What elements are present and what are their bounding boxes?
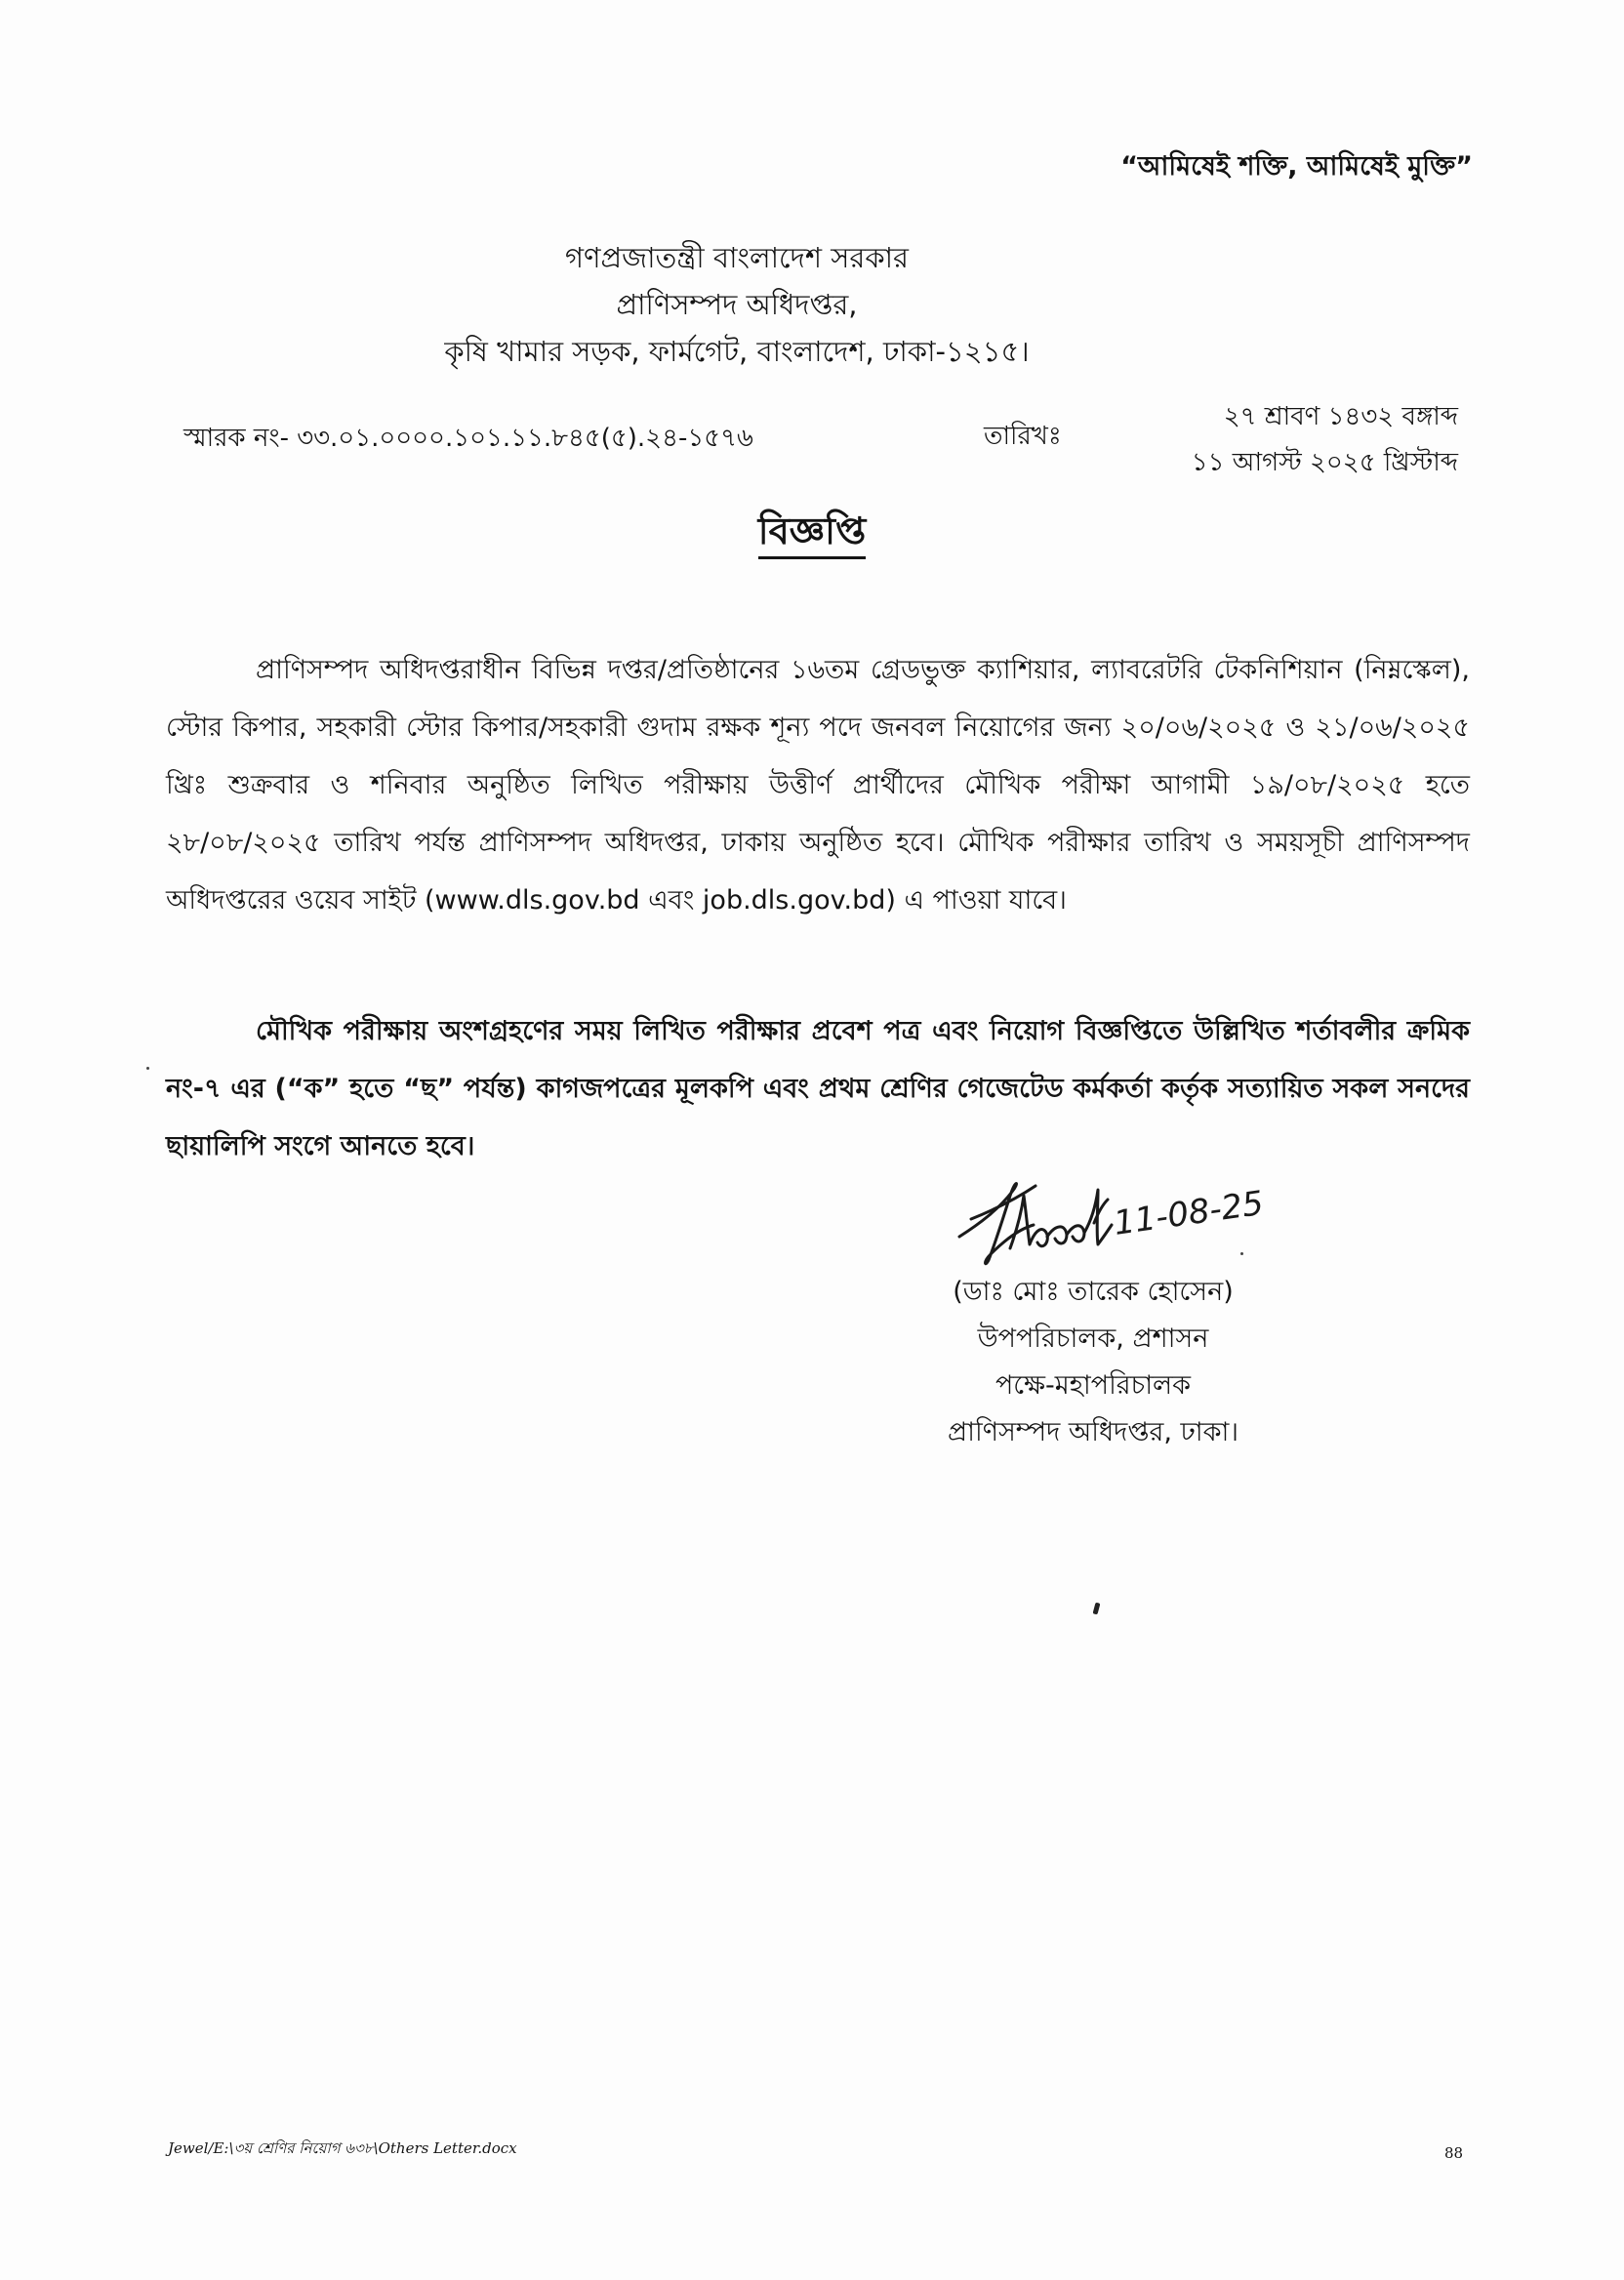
scan-dot — [1240, 1252, 1243, 1255]
date-label: তারিখঃ — [984, 422, 1062, 451]
signatory-block — [859, 1269, 1327, 1456]
notice-title — [0, 503, 1624, 565]
footer-page-number: 88 — [1444, 2144, 1464, 2162]
signatory-name: (ডাঃ মোঃ তারেক হোসেন) — [953, 1277, 1234, 1307]
notice-instruction-paragraph: মৌখিক পরীক্ষায় অংশগ্রহণের সময় লিখিত পরীক্ষার প্রবেশ পত্র এবং নিয়োগ বিজ্ঞপ্তিতে উল্লিখিত শর্তাবলীর ক্রমিক নং-৭ এর (“ক” হতে “ছ” পর্যন্ত) কাগজপত্রের মূলকপি এবং প্রথম শ্রেণির গেজেটেড কর্মকর্তা কর্তৃক সত্যায়িত সকল সনদের ছায়ালিপি সংগে আনতে হবে। — [166, 1016, 1470, 1161]
notice-title-text: বিজ্ঞপ্তি — [758, 509, 867, 559]
date-block — [1192, 394, 1458, 486]
notice-body-paragraph: প্রাণিসম্পদ অধিদপ্তরাধীন বিভিন্ন দপ্তর/প্রতিষ্ঠানের ১৬তম গ্রেডভুক্ত ক্যাশিয়ার, ল্যাবরেটরি টেকনিশিয়ান (নিম্নস্কেল), স্টোর কিপার, সহকারী স্টোর কিপার/সহকারী গুদাম রক্ষক শূন্য পদে জনবল নিয়োগের জন্য ২০/০৬/২০২৫ ও ২১/০৬/২০২৫ খ্রিঃ শুক্রবার ও শনিবার অনুষ্ঠিত লিখিত পরীক্ষায় উত্তীর্ণ প্রার্থীদের মৌখিক পরীক্ষা আগামী ১৯/০৮/২০২৫ হতে ২৮/০৮/২০২৫ তারিখ পর্যন্ত প্রাণিসম্পদ অধিদপ্তর, ঢাকায় অনুষ্ঠিত হবে। মৌখিক পরীক্ষার তারিখ ও সময়সূচী প্রাণিসম্পদ অধিদপ্তরের ওয়েব সাইট (www.dls.gov.bd এবং job.dls.gov.bd) এ পাওয়া যাবে। — [166, 655, 1470, 916]
handwritten-signature — [952, 1166, 1274, 1274]
government-name: গণপ্রজাতন্ত্রী বাংলাদেশ সরকার — [564, 241, 910, 274]
footer-file-path: Jewel/E:\৩য় শ্রেণির নিয়োগ ৬৩৮\Others Letter.docx — [168, 2139, 517, 2157]
signatory-on-behalf: পক্ষে-মহাপরিচালক — [995, 1370, 1192, 1401]
scan-mark — [1093, 1603, 1101, 1615]
signature-date: 11-08-25 — [1111, 1183, 1267, 1243]
motto-slogan: “আমিষেই শক্তি, আমিষেই মুক্তি” — [1120, 151, 1473, 182]
date-gregorian-calendar: ১১ আগস্ট ২০২৫ খ্রিস্টাব্দ — [1191, 448, 1458, 477]
scan-dot — [146, 1067, 149, 1070]
office-header — [332, 234, 1142, 375]
department-name: প্রাণিসম্পদ অধিদপ্তর, — [616, 288, 858, 321]
date-bengali-calendar: ২৭ শ্রাবণ ১৪৩২ বঙ্গাব্দ — [1223, 402, 1458, 431]
signatory-designation: উপপরিচালক, প্রশাসন — [977, 1323, 1209, 1354]
office-address: কৃষি খামার সড়ক, ফার্মগেট, বাংলাদেশ, ঢাকা-১২১৫। — [444, 335, 1030, 368]
memo-reference-number: স্মারক নং- ৩৩.০১.০০০০.১০১.১১.৮৪৫(৫).২৪-১৫৭৬ — [183, 424, 753, 453]
signatory-office: প্রাণিসম্পদ অধিদপ্তর, ঢাকা। — [947, 1417, 1239, 1447]
